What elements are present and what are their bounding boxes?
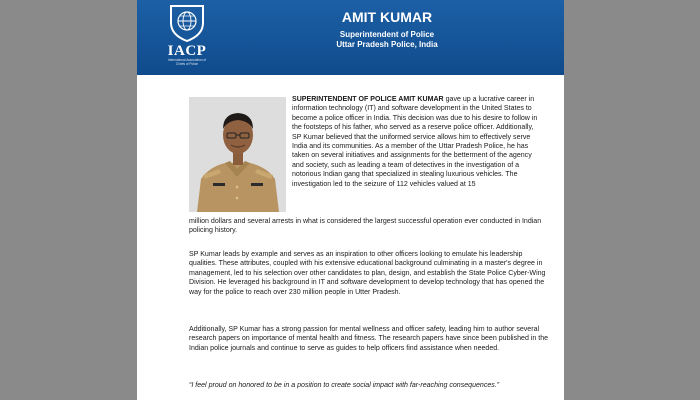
bio-paragraph-1-continued: million dollars and several arrests in what is considered the largest successful operation ever conducted in Indian policing history.: [189, 218, 542, 235]
iacp-logo: [161, 3, 213, 73]
logo-subtitle: International Association of Chiefs of Police: [167, 58, 207, 66]
officer-portrait: [189, 97, 286, 212]
person-department: Uttar Pradesh Police, India: [336, 40, 438, 49]
person-name: AMIT KUMAR: [341, 9, 433, 25]
logo-wordmark: IACP: [167, 43, 207, 59]
document-page: [137, 0, 564, 400]
bio-lead: SUPERINTENDENT OF POLICE AMIT KUMAR: [292, 96, 444, 103]
bio-paragraph-2: SP Kumar leads by example and serves as an inspiration to other officers looking to emulate his leadership qualities. These attributes, coupled with his extensive educational background culminating in a master's degree in management, led to his selection over other candidates to plan, design, and establish the State Police Cyber-Wing Division. He leveraged his background in IT and software development to develop technology that has opened the way for the police to reach over 230 million people in Utter Pradesh.: [189, 251, 546, 296]
bio-paragraph-1: [292, 95, 542, 189]
person-title: Superintendent of Police: [339, 30, 435, 39]
bio-paragraph-1-text: gave up a lucrative career in information technology (IT) and software development in the United States to become a police officer in India. This decision was due to his desire to follow in the footsteps of his father, who served as a reserve police officer. Additionally, SP Kumar believed that the uniformed service allows him to effectively serve India and its communities. As a member of the Uttar Pradesh Police, he has taken on several initiatives and assignments for the betterment of the agency and society, such as leading a team of detectives in the investigation of a notorious Indian gang that specialized in stealing luxurious vehicles. The investigation led to the seizure of 112 vehicles valued at 15: [292, 96, 538, 188]
header-banner: [137, 0, 564, 75]
bio-paragraph-3: Additionally, SP Kumar has a strong passion for mental wellness and officer safety, leading him to author several research papers on importance of mental health and fitness. The research papers have since been published in the Indian police journals and continue to serve as guides to help officers find assistance when needed.: [189, 326, 549, 352]
bio-quote: “I feel proud on honored to be in a position to create social impact with far-reaching consequences.”: [189, 382, 500, 389]
shield-globe-icon: [161, 3, 213, 43]
portrait-photo: [189, 97, 286, 212]
